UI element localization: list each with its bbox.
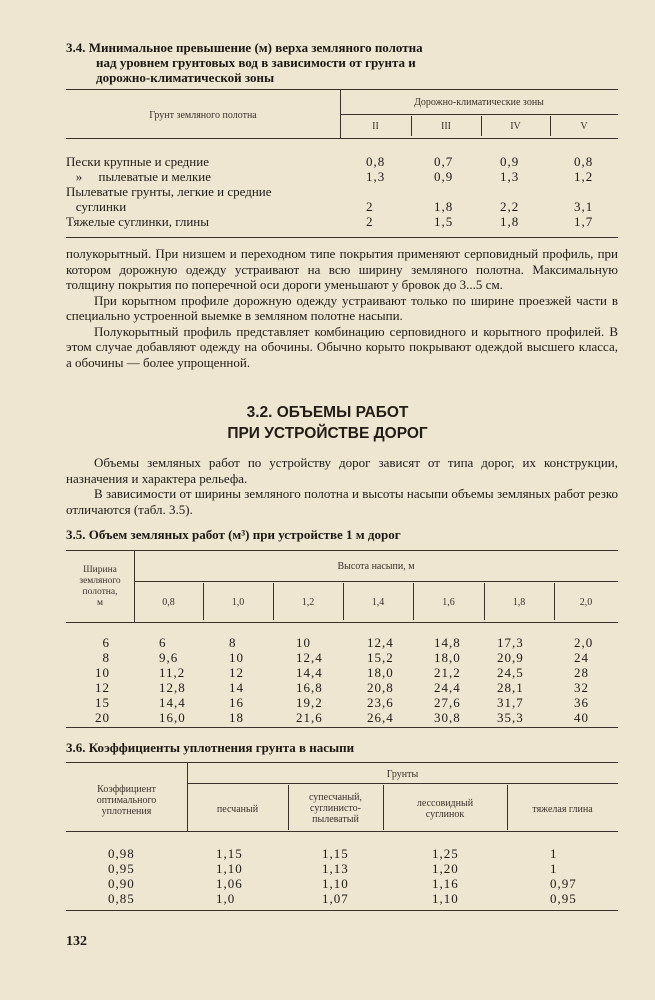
table-3-4-row-label: Тяжелые суглинки, глины xyxy=(66,214,209,229)
table-3-5-cell: 18 xyxy=(229,710,244,725)
table-3-6-col-header-line: оптимального xyxy=(96,795,157,806)
table-3-5-cell: 15,2 xyxy=(367,650,394,665)
table-3-6-soil-header-line: тяжелая глина xyxy=(532,804,593,815)
table-3-6-soil-header-line: пылеватый xyxy=(312,814,359,825)
table-3-4-col-header: Грунт земляного полотна xyxy=(149,110,257,121)
table-3-6-cell: 0,97 xyxy=(550,876,577,891)
table-3-4-bottom-rule xyxy=(66,237,618,238)
table-3-5-cell: 24,5 xyxy=(497,665,524,680)
table-3-5-cell: 32 xyxy=(574,680,589,695)
table-3-6-cell: 1,10 xyxy=(432,891,459,906)
table-3-4-cell: 1,7 xyxy=(574,214,594,229)
table-3-5-cell: 24,4 xyxy=(434,680,461,695)
table-3-5-cell: 16,0 xyxy=(159,710,186,725)
body-text-1 xyxy=(66,246,618,370)
section-heading-line: 3.2. ОБЪЕМЫ РАБОТ xyxy=(246,404,409,421)
table-3-6-coef-cell: 0,95 xyxy=(108,861,135,876)
table-3-6-cell: 1 xyxy=(550,846,558,861)
table-3-5-cell: 11,2 xyxy=(159,665,186,680)
body-text-2 xyxy=(66,455,618,517)
table-3-4-cell: 2 xyxy=(366,199,374,214)
table-3-5-width-cell: 15 xyxy=(95,695,110,710)
table-3-6-cell: 0,95 xyxy=(550,891,577,906)
table-3-4-cell: 2 xyxy=(366,214,374,229)
table-3-5-cell: 10 xyxy=(296,635,311,650)
table-3-6-soil-header-line: суглинок xyxy=(425,809,465,820)
table-3-5-cell: 23,6 xyxy=(367,695,394,710)
table-3-5-title xyxy=(66,527,401,542)
table-3-4-title-line: дорожно-климатической зоны xyxy=(96,70,275,85)
table-3-4-row-label: Пески крупные и средние xyxy=(66,154,209,169)
table-3-6-soil-header-line: лессовидный xyxy=(416,798,474,809)
table-3-5-cell: 40 xyxy=(574,710,589,725)
table-3-6-cell: 1,15 xyxy=(322,846,349,861)
table-3-6-cell: 1,20 xyxy=(432,861,459,876)
table-3-5-cell: 35,3 xyxy=(497,710,524,725)
table-3-6-sub-rule xyxy=(187,783,618,784)
table-3-4-zone-header: IV xyxy=(510,121,521,132)
table-3-4-cell: 1,8 xyxy=(434,199,454,214)
table-3-5-col-header xyxy=(66,565,134,609)
table-3-5-cell: 10 xyxy=(229,650,244,665)
table-3-4-zone-header: III xyxy=(441,121,451,132)
table-3-4-cell: 3,1 xyxy=(574,199,594,214)
table-3-5-cell: 14 xyxy=(229,680,244,695)
table-3-4-row-label: » пылеватые и мелкие xyxy=(66,169,212,184)
paragraph: Полукорытный профиль представляет комбинацию серповидного и корытного профилей. В этом случае добавляют одежду на обочины. Обычно корыто покрывают одеждой высшего класса, а обочины — более упрощенной. xyxy=(66,323,618,370)
table-3-6-bottom-rule xyxy=(66,910,618,911)
table-3-5-cell: 12 xyxy=(229,665,244,680)
table-3-6-cell: 1,15 xyxy=(216,846,243,861)
table-3-5-col-header-line: земляного xyxy=(79,576,121,586)
table-3-5-cell: 30,8 xyxy=(434,710,461,725)
table-3-6-header-bottom-rule xyxy=(66,831,618,832)
table-3-6-col-header-line: Коэффициент xyxy=(97,784,156,795)
table-3-6-cell: 1,06 xyxy=(216,876,243,891)
section-heading xyxy=(0,402,655,444)
table-3-5-width-cell: 20 xyxy=(95,710,110,725)
table-3-6-cell: 1 xyxy=(550,861,558,876)
table-3-6-soil-header-line: супесчаный, xyxy=(309,792,362,803)
table-3-5-bottom-rule xyxy=(66,727,618,728)
table-3-5-cell: 31,7 xyxy=(497,695,524,710)
table-3-5-cell: 2,0 xyxy=(574,635,594,650)
table-3-6-coef-cell: 0,85 xyxy=(108,891,135,906)
table-3-4-zone-header: II xyxy=(372,121,379,132)
table-3-6-soil-header xyxy=(187,804,288,815)
table-3-5-col-header-line: Ширина xyxy=(83,565,117,575)
table-3-5-width-cell: 8 xyxy=(102,650,110,665)
table-3-4-cell: 0,8 xyxy=(574,154,594,169)
table-3-5-cell: 9,6 xyxy=(159,650,179,665)
table-3-6-soil-header xyxy=(288,792,383,825)
table-3-4-cell: 1,2 xyxy=(574,169,594,184)
table-3-5-width-cell: 12 xyxy=(95,680,110,695)
table-3-4-row-label: суглинки xyxy=(66,199,127,214)
table-3-5-cell: 16,8 xyxy=(296,680,323,695)
table-3-6-soil-header-line: песчаный xyxy=(216,804,259,815)
table-3-5-title-text: 3.5. Объем земляных работ (м³) при устройстве 1 м дорог xyxy=(66,527,401,542)
table-3-5-height-header: 1,8 xyxy=(512,597,526,608)
paragraph: При корытном профиле дорожную одежду устраивают только по ширине проезжей части в специально устроенной выемке в земляном полотне насыпи. xyxy=(66,292,618,323)
table-3-6-group-header: Грунты xyxy=(386,769,419,780)
table-3-4-group-header: Дорожно-климатические зоны xyxy=(414,97,544,108)
table-3-5-cell: 12,4 xyxy=(367,635,394,650)
table-3-4-cell: 0,9 xyxy=(500,154,520,169)
page-number: 132 xyxy=(66,934,87,949)
table-3-5-height-header: 2,0 xyxy=(579,597,593,608)
table-3-5-cell: 14,4 xyxy=(159,695,186,710)
table-3-6-coef-cell: 0,98 xyxy=(108,846,135,861)
table-3-5-cell: 18,0 xyxy=(367,665,394,680)
table-3-4-cell: 1,3 xyxy=(366,169,386,184)
table-3-5-group-header: Высота насыпи, м xyxy=(337,561,415,572)
table-3-6-cell: 1,10 xyxy=(216,861,243,876)
table-3-5-col-header-line: полотна, xyxy=(82,587,118,597)
paragraph: Объемы земляных работ по устройству дорог зависят от типа дорог, их конструкции, назначения и характера рельефа. xyxy=(66,455,618,486)
table-3-6-cell: 1,13 xyxy=(322,861,349,876)
table-3-6-coef-cell: 0,90 xyxy=(108,876,135,891)
table-3-5-height-header: 0,8 xyxy=(162,597,175,608)
table-3-5-cell: 36 xyxy=(574,695,589,710)
table-3-5-cell: 28 xyxy=(574,665,589,680)
table-3-6-cell: 1,0 xyxy=(216,891,236,906)
table-3-5-cell: 21,2 xyxy=(434,665,461,680)
table-3-5-height-header: 1,4 xyxy=(371,597,385,608)
table-3-5-cell: 6 xyxy=(159,635,167,650)
table-3-6-cell: 1,10 xyxy=(322,876,349,891)
table-3-5-width-cell: 6 xyxy=(102,635,110,650)
table-3-5-cell: 21,6 xyxy=(296,710,323,725)
table-3-4-cell: 1,3 xyxy=(500,169,520,184)
table-3-5-cell: 16 xyxy=(229,695,244,710)
table-3-6-title-text: 3.6. Коэффициенты уплотнения грунта в насыпи xyxy=(66,740,355,755)
table-3-5-cell: 12,4 xyxy=(296,650,323,665)
table-3-5-cell: 17,3 xyxy=(497,635,524,650)
table-3-4-title-line: 3.4. Минимальное превышение (м) верха земляного полотна xyxy=(66,40,423,55)
table-3-5-height-header: 1,6 xyxy=(442,597,455,608)
table-3-5-cell: 24 xyxy=(574,650,589,665)
table-3-5-cell: 19,2 xyxy=(296,695,323,710)
table-3-5-cell: 26,4 xyxy=(367,710,394,725)
table-3-4-cell: 0,8 xyxy=(366,154,386,169)
table-3-5-height-header: 1,0 xyxy=(231,597,245,608)
table-3-6-col-header-line: уплотнения xyxy=(101,806,152,817)
table-3-5-cell: 20,8 xyxy=(367,680,394,695)
section-heading-line: ПРИ УСТРОЙСТВЕ ДОРОГ xyxy=(227,425,428,442)
table-3-5-cell: 20,9 xyxy=(497,650,524,665)
paragraph: полукорытный. При низшем и переходном типе покрытия применяют серповидный профиль, при котором дорожную одежду устраивают на всю ширину земляного полотна. Максимальную толщину покрытия по поперечной оси дороги уменьшают у бровок до 3...5 см. xyxy=(66,246,618,292)
table-3-4-zone-header: V xyxy=(580,121,588,132)
table-3-5-width-cell: 10 xyxy=(95,665,110,680)
table-3-4-row-label: Пылеватые грунты, легкие и средние xyxy=(66,184,272,199)
table-3-4-top-rule xyxy=(66,89,618,90)
table-3-5-cell: 27,6 xyxy=(434,695,461,710)
table-3-5-cell: 28,1 xyxy=(497,680,524,695)
table-3-5-cell: 14,4 xyxy=(296,665,323,680)
table-3-6-cell: 1,07 xyxy=(322,891,349,906)
table-3-4-cell: 1,5 xyxy=(434,214,454,229)
table-3-6-soil-header xyxy=(383,798,507,820)
table-3-4-title xyxy=(66,40,423,85)
table-3-5-cell: 18,0 xyxy=(434,650,461,665)
table-3-4-sub-rule xyxy=(340,114,618,115)
table-3-6-soil-header xyxy=(507,804,618,815)
table-3-4-title-line: над уровнем грунтовых вод в зависимости от грунта и xyxy=(96,55,416,70)
table-3-6-col-header xyxy=(66,784,187,817)
table-3-5-top-rule xyxy=(66,550,618,551)
table-3-6-cell: 1,16 xyxy=(432,876,459,891)
table-3-5-sub-rule xyxy=(134,581,618,582)
table-3-4-cell: 0,7 xyxy=(434,154,454,169)
table-3-5-header-bottom-rule xyxy=(66,622,618,623)
table-3-6-cell: 1,25 xyxy=(432,846,459,861)
table-3-5-cell: 14,8 xyxy=(434,635,461,650)
table-3-4-cell: 2,2 xyxy=(500,199,520,214)
table-3-4-cell: 0,9 xyxy=(434,169,454,184)
table-3-6-title xyxy=(66,740,354,755)
table-3-5-cell: 12,8 xyxy=(159,680,186,695)
table-3-6-soil-header-line: суглинисто- xyxy=(310,803,361,814)
table-3-5-col-header-line: м xyxy=(96,598,103,608)
table-3-4-cell: 1,8 xyxy=(500,214,520,229)
table-3-6-top-rule xyxy=(66,762,618,763)
table-3-5-cell: 8 xyxy=(229,635,237,650)
paragraph: В зависимости от ширины земляного полотна и высоты насыпи объемы земляных работ резко отличаются (табл. 3.5). xyxy=(66,486,618,517)
table-3-5-height-header: 1,2 xyxy=(301,597,315,608)
table-3-4-header-bottom-rule xyxy=(66,138,618,139)
